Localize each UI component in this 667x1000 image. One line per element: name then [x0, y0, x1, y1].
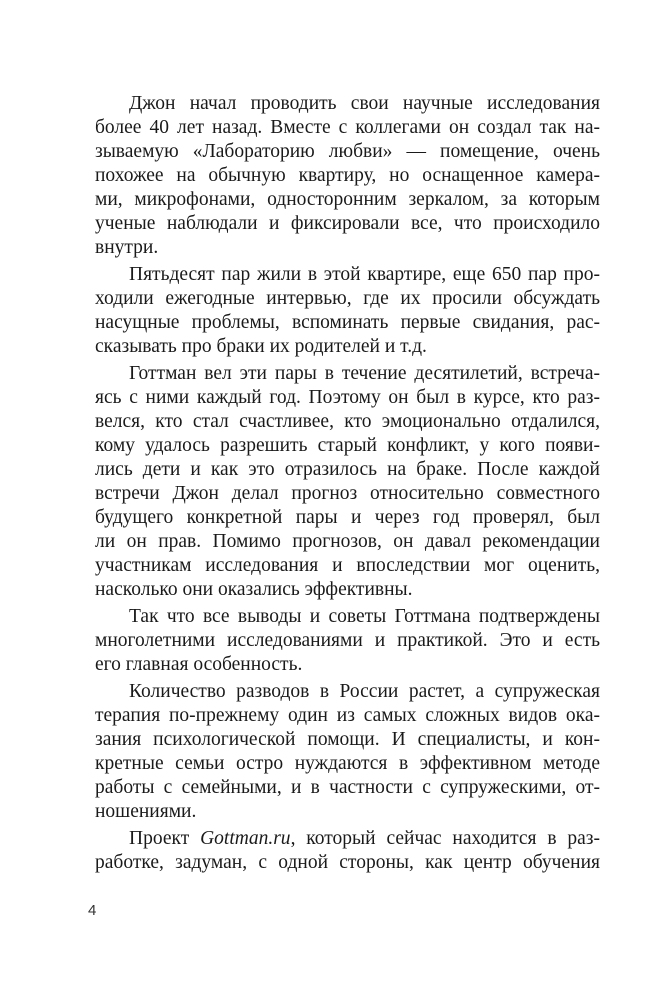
text-line: велся, кто стал счастливее, кто эмоционально отдалился, — [95, 411, 600, 432]
text-line: работы с семейными, и в частности с супружескими, от- — [95, 777, 600, 798]
text-line: участникам исследования и впоследствии мог оценить, — [95, 555, 600, 576]
text-line: насущные проблемы, вспоминать первые свидания, рас- — [95, 312, 600, 333]
text-line: ли он прав. Помимо прогнозов, он давал рекомендации — [95, 531, 600, 552]
text-line: ясь с ними каждый год. Поэтому он был в курсе, кто раз- — [95, 387, 600, 408]
text-line: встречи Джон делал прогноз относительно совместного — [95, 483, 600, 504]
text-line: насколько они оказались эффективны. — [95, 579, 413, 600]
text-line: многолетними исследованиями и практикой. Это и есть — [95, 630, 600, 651]
text-line: его главная особенность. — [95, 654, 303, 675]
text-line: зания психологической помощи. И специалисты, и кон- — [95, 729, 600, 750]
page-number: 4 — [88, 902, 97, 919]
text-line: лись дети и как это отразилось на браке. После каждой — [95, 459, 600, 480]
body-text — [95, 92, 600, 875]
text-line: Готтман вел эти пары в течение десятилетий, встреча- — [129, 363, 600, 384]
paragraph — [95, 605, 600, 677]
text-line: Так что все выводы и советы Готтмана подтверждены — [129, 606, 600, 627]
text-line: Количество разводов в России растет, а супружеская — [129, 681, 600, 702]
text-line: ходили ежегодные интервью, где их просили обсуждать — [95, 288, 600, 309]
text-line: сказывать про браки их родителей и т.д. — [95, 336, 427, 357]
text-line: работке, задуман, с одной стороны, как центр обучения — [95, 852, 600, 873]
text-line: терапия по-прежнему один из самых сложных видов ока- — [95, 705, 600, 726]
text-line: внутри. — [95, 237, 159, 258]
project-site-name: Gottman.ru — [200, 828, 291, 849]
text-line: зываемую «Лабораторию любви» — помещение, очень — [95, 141, 600, 162]
paragraph — [95, 263, 600, 359]
text-line: похожее на обычную квартиру, но оснащенное камера- — [95, 165, 600, 186]
text-line: ношениями. — [95, 801, 197, 822]
paragraph — [95, 92, 600, 260]
text-line: кретные семьи остро нуждаются в эффективном методе — [95, 753, 600, 774]
text-line: Пятьдесят пар жили в этой квартире, еще 650 пар про- — [129, 264, 600, 285]
text-line: ученые наблюдали и фиксировали все, что происходило — [95, 213, 600, 234]
text-run: , который сейчас находится в раз- — [290, 828, 601, 849]
paragraph — [95, 362, 600, 602]
text-line: ми, микрофонами, односторонним зеркалом, за которым — [95, 189, 600, 210]
text-line: будущего конкретной пары и через год проверял, был — [95, 507, 600, 528]
text-line: более 40 лет назад. Вместе с коллегами он создал так на- — [95, 117, 600, 138]
text-line: кому удалось разрешить старый конфликт, у кого появи- — [95, 435, 600, 456]
text-line: Джон начал проводить свои научные исследования — [129, 93, 600, 114]
paragraph — [95, 680, 600, 824]
text-line — [95, 827, 600, 851]
text-run: Проект — [129, 828, 201, 849]
paragraph — [95, 827, 600, 875]
